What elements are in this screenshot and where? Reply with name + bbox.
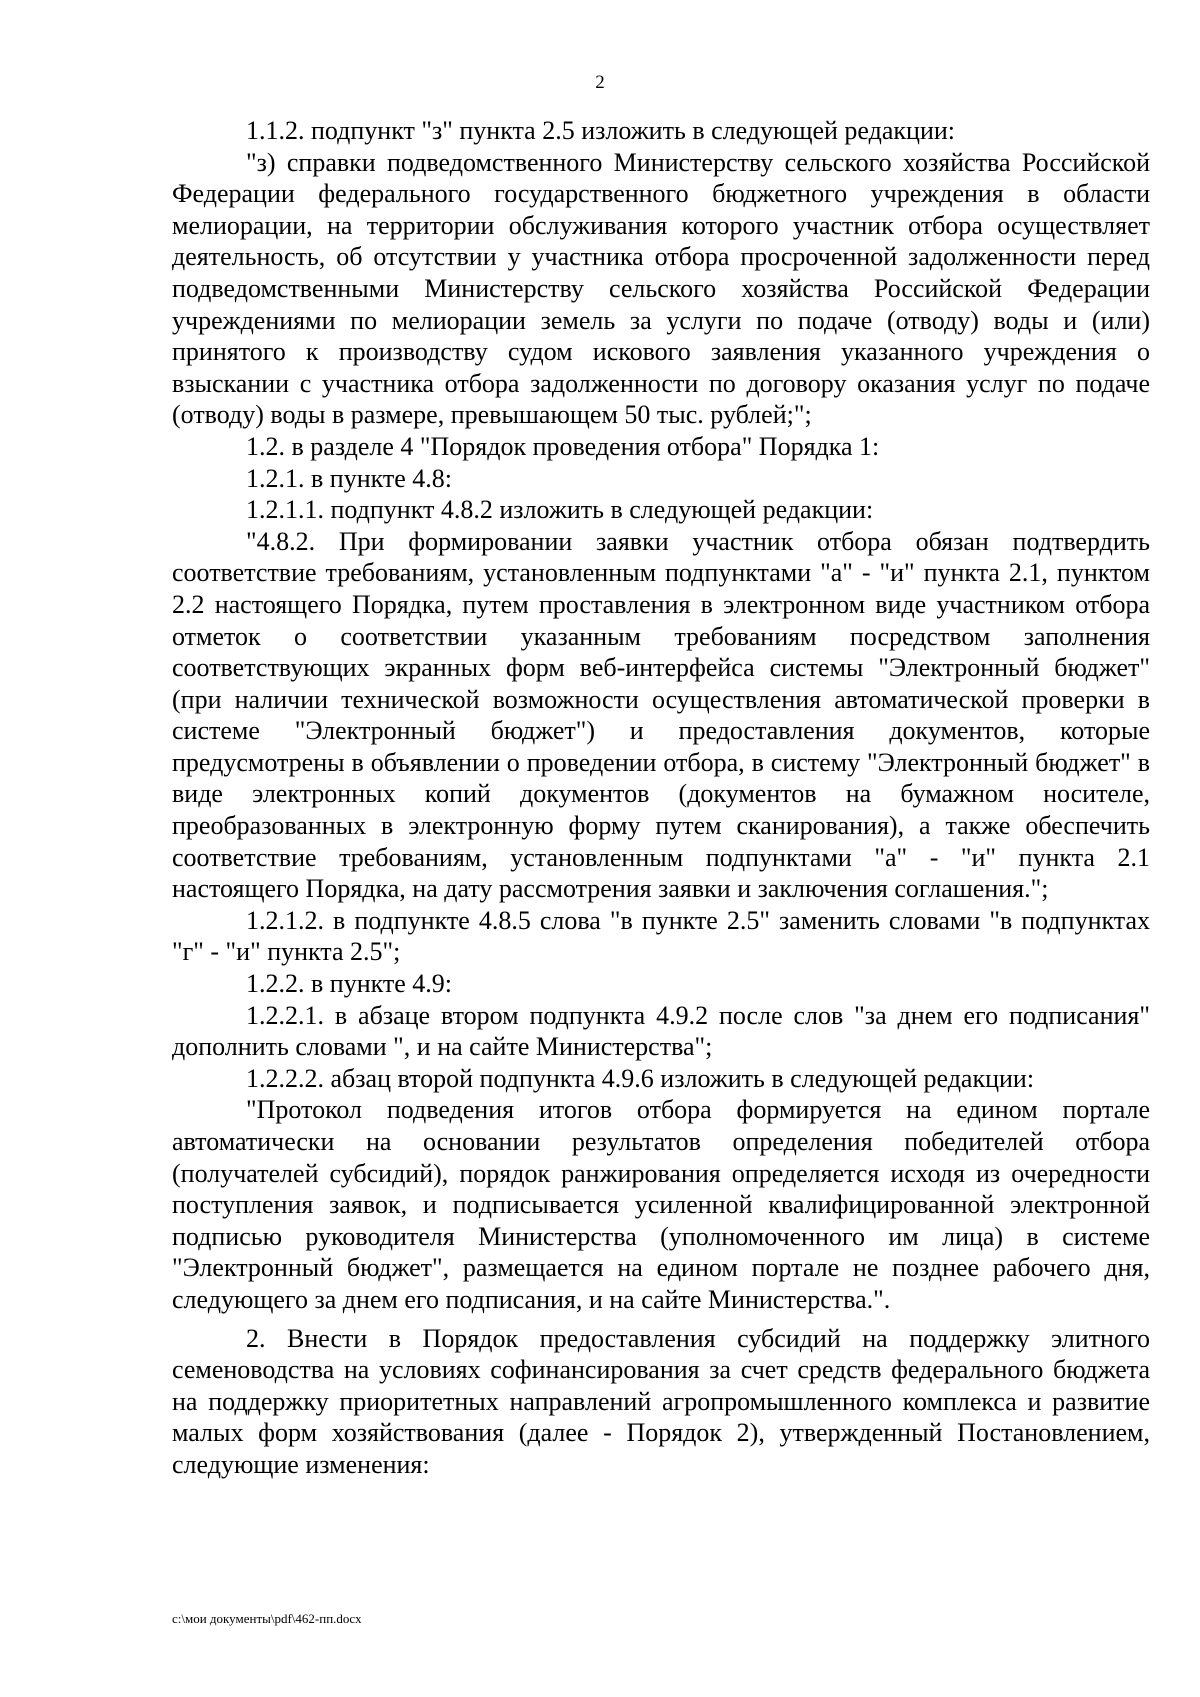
paragraph-quote-z: "з) справки подведомственного Министерству сельского хозяйства Российской Федерации федерального государственного бюджетного учреждения в области мелиорации, на территории обслуживания которого участник отбора осуществляет деятельность, об отсутствии у участника отбора просроченной задолженности перед подведомственными Министерству сельского хозяйства Российской Федерации учреждениями по мелиорации земель за услуги по подаче (отводу) воды и (или) принятого к производству судом искового заявления указанного учреждения о взыскании с участника отбора задолженности по договору оказания услуг по подаче (отводу) воды в размере, превышающем 50 тыс. рублей;"; bbox=[172, 147, 1150, 430]
paragraph-1-2-2: 1.2.2. в пункте 4.9: bbox=[246, 969, 453, 999]
paragraph-1-2-1: 1.2.1. в пункте 4.8: bbox=[246, 463, 453, 493]
paragraph-1-2-1-2: 1.2.1.2. в подпункте 4.8.5 слова "в пункте 2.5" заменить словами "в подпунктах "г" - "и" пункта 2.5"; bbox=[172, 905, 1150, 967]
paragraph-1-2: 1.2. в разделе 4 "Порядок проведения отбора" Порядка 1: bbox=[246, 431, 880, 461]
paragraph-2: 2. Внести в Порядок предоставления субсидий на поддержку элитного семеноводства на условиях софинансирования за счет средств федерального бюджета на поддержку приоритетных направлений агропромышленного комплекса и развитие малых форм хозяйствования (далее - Порядок 2), утвержденный Постановлением, следующие изменения: bbox=[172, 1323, 1150, 1479]
paragraph-1-2-1-1: 1.2.1.1. подпункт 4.8.2 изложить в следующей редакции: bbox=[246, 495, 874, 525]
footer-file-path: c:\мои документы\pdf\462-пп.docx bbox=[172, 1611, 362, 1626]
paragraph-1-2-2-2: 1.2.2.2. абзац второй подпункта 4.9.6 изложить в следующей редакции: bbox=[246, 1063, 1035, 1093]
paragraph-1-2-2-1: 1.2.2.1. в абзаце втором подпункта 4.9.2 после слов "за днем его подписания" дополнить словами ", и на сайте Министерства"; bbox=[172, 1000, 1150, 1062]
document-body bbox=[172, 115, 1150, 1481]
page-number: 2 bbox=[595, 72, 605, 93]
paragraph-1-1-2: 1.1.2. подпункт "з" пункта 2.5 изложить в следующей редакции: bbox=[246, 116, 955, 145]
paragraph-quote-4-8-2: "4.8.2. При формировании заявки участник отбора обязан подтвердить соответствие требованиям, установленным подпунктами "а" - "и" пункта 2.1, пунктом 2.2 настоящего Порядка, путем проставления в электронном виде участником отбора отметок о соответствии указанным требованиям посредством заполнения соответствующих экранных форм веб-интерфейса системы "Электронный бюджет" (при наличии технической возможности осуществления автоматической проверки в системе "Электронный бюджет") и предоставления документов, которые предусмотрены в объявлении о проведении отбора, в систему "Электронный бюджет" в виде электронных копий документов (документов на бумажном носителе, преобразованных в электронную форму путем сканирования), а также обеспечить соответствие требованиям, установленным подпунктами "а" - "и" пункта 2.1 настоящего Порядка, на дату рассмотрения заявки и заключения соглашения."; bbox=[172, 526, 1150, 904]
paragraph-quote-protocol: "Протокол подведения итогов отбора формируется на едином портале автоматически на основании результатов определения победителей отбора (получателей субсидий), порядок ранжирования определяется исходя из очередности поступления заявок, и подписывается усиленной квалифицированной электронной подписью руководителя Министерства (уполномоченного им лица) в системе "Электронный бюджет", размещается на едином портале не позднее рабочего дня, следующего за днем его подписания, и на сайте Министерства.". bbox=[172, 1095, 1150, 1314]
